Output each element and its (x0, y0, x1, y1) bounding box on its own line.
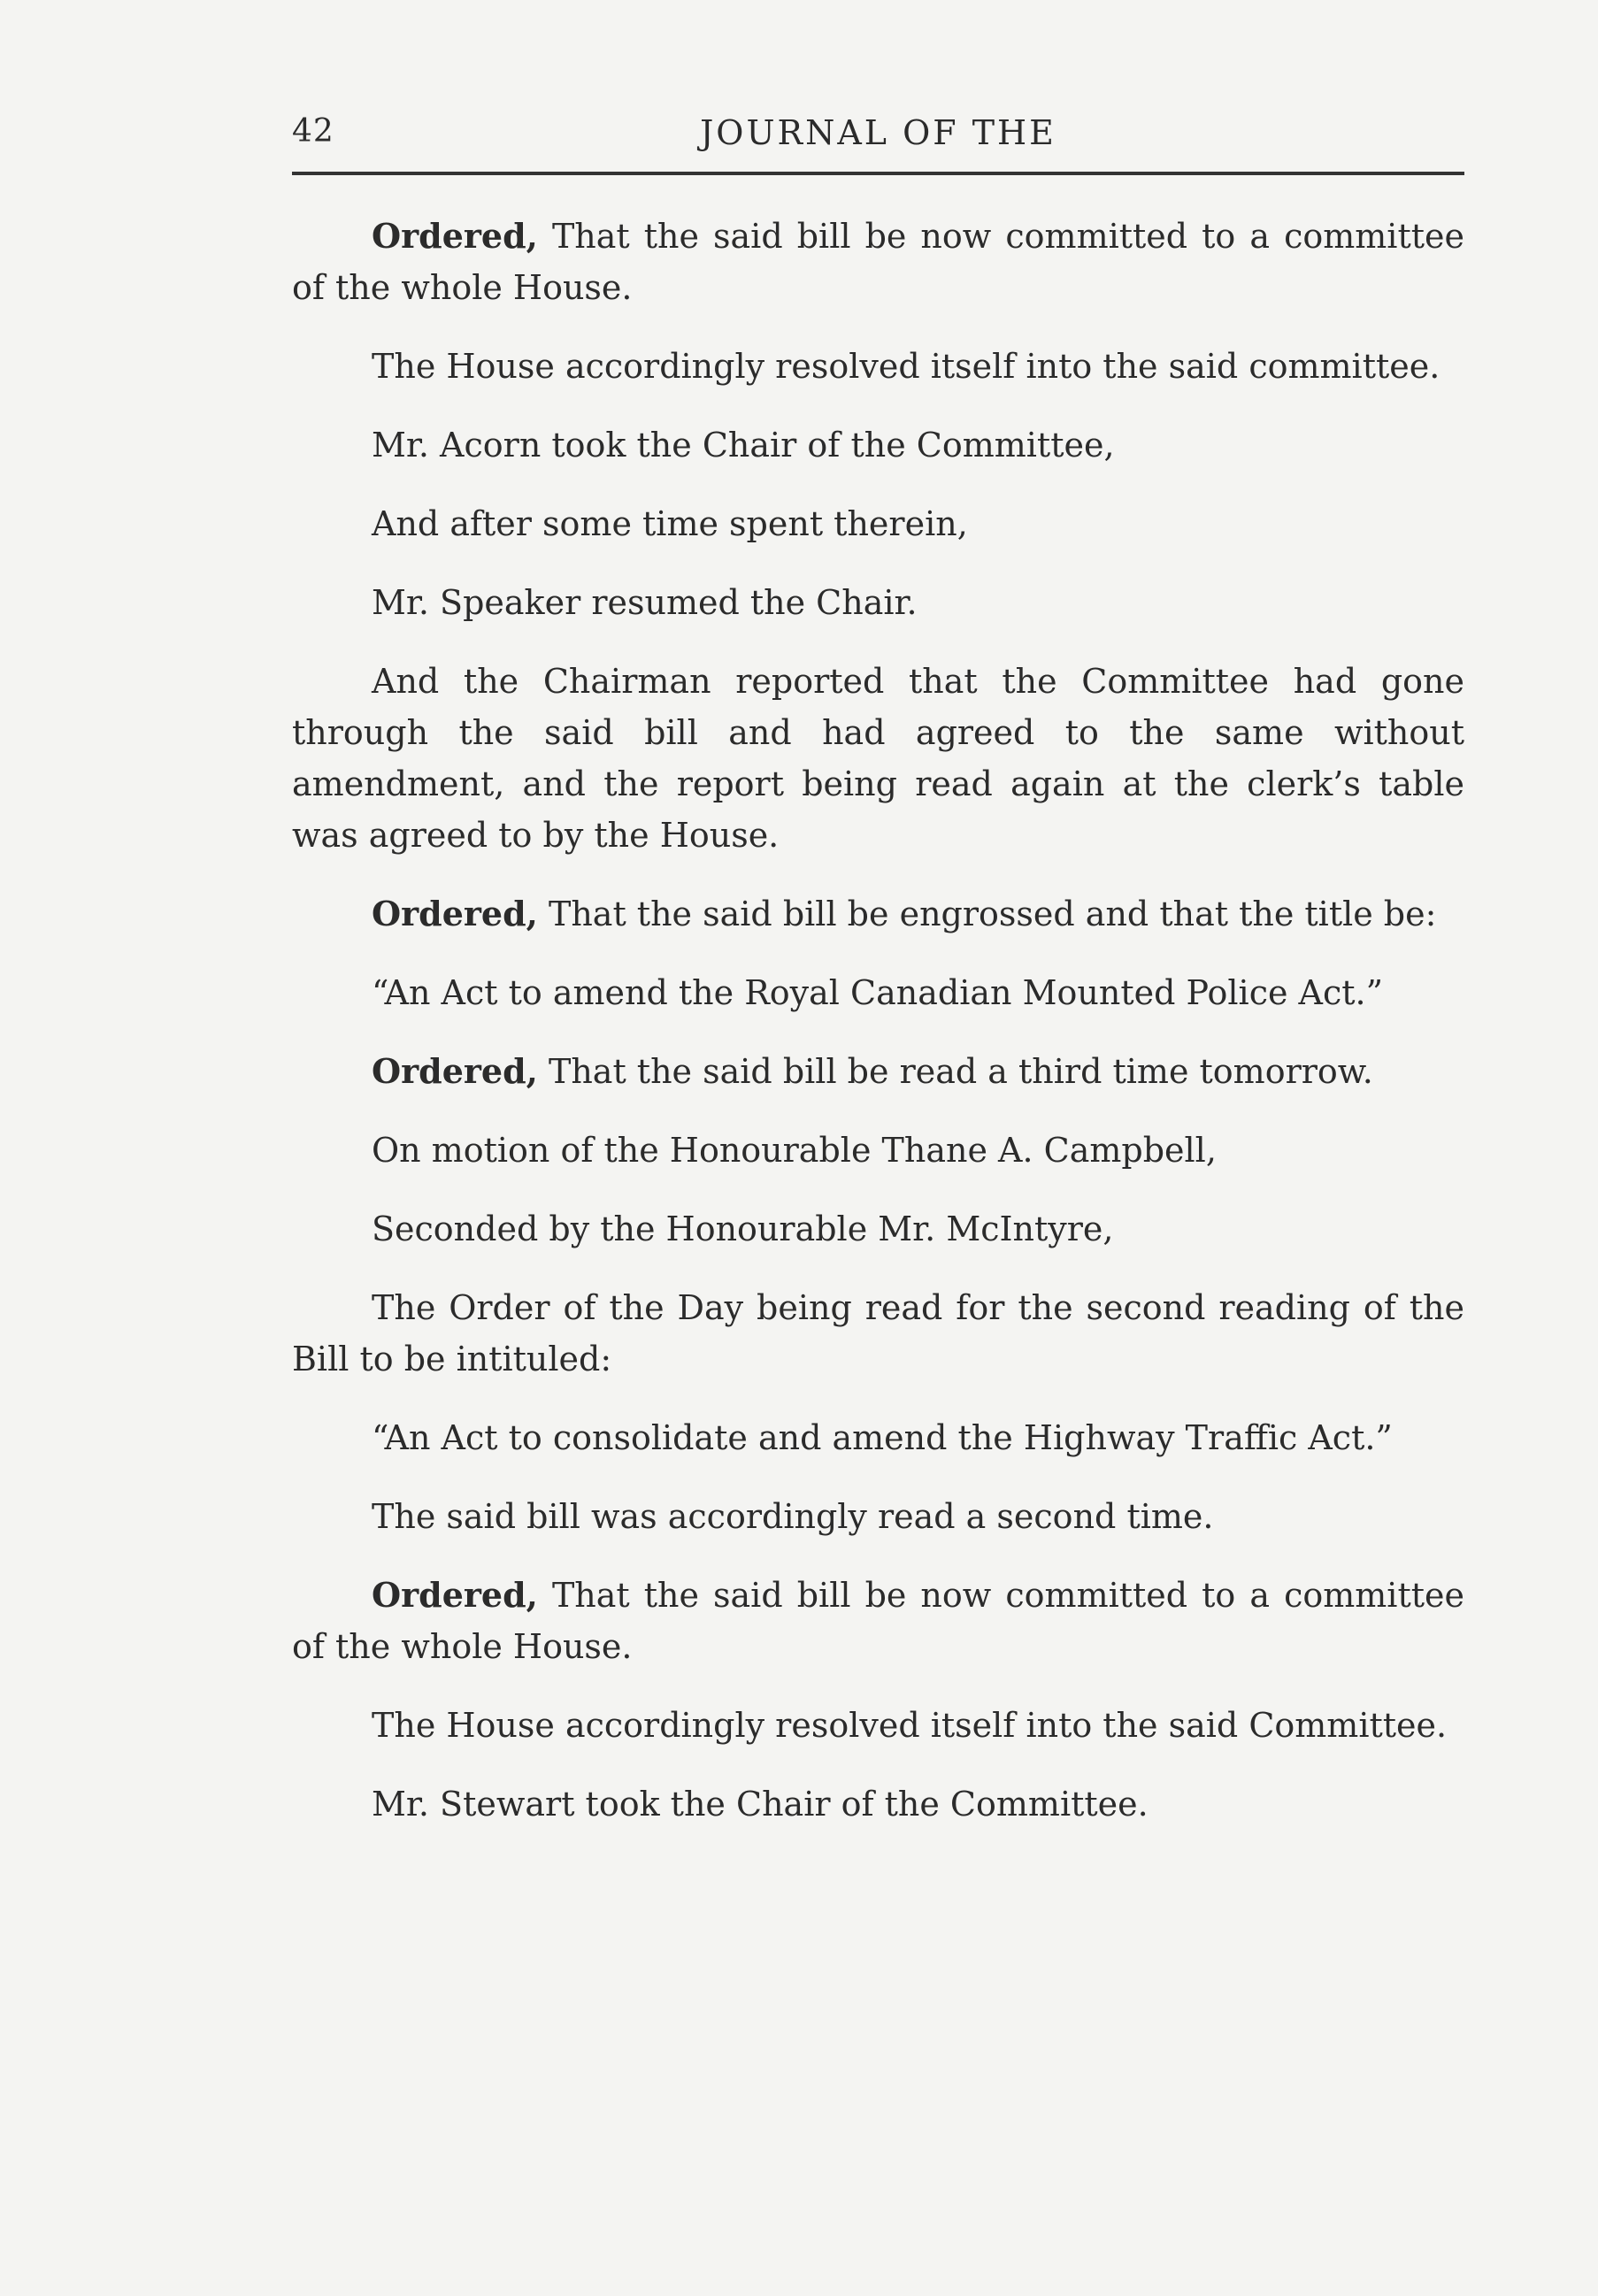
paragraph-ordered-committee-2 (292, 1570, 1464, 1672)
page-header (292, 113, 1464, 159)
paragraph-lead: Ordered, (372, 1051, 538, 1091)
paragraph-text: That the said bill be read a third time tomorrow. (548, 1052, 1373, 1091)
paragraph-second-reading (292, 1491, 1464, 1542)
paragraph-text: Seconded by the Honourable Mr. McIntyre, (372, 1209, 1114, 1248)
paragraph-text: Mr. Acorn took the Chair of the Committee, (372, 426, 1115, 465)
paragraph-text: “An Act to consolidate and amend the Highway Traffic Act.” (372, 1418, 1393, 1457)
paragraph-speaker-resumed (292, 577, 1464, 628)
header-rule (292, 172, 1464, 175)
paragraph-lead: Ordered, (372, 216, 538, 256)
paragraph-text: The said bill was accordingly read a second time. (372, 1497, 1214, 1536)
paragraph-text: The House accordingly resolved itself into the said committee. (372, 347, 1441, 386)
paragraph-rcmp-act-title (292, 967, 1464, 1018)
paragraph-lead: Ordered, (372, 1575, 538, 1615)
paragraph-text: That the said bill be now committed to a committee of the whole House. (292, 1576, 1464, 1666)
paragraph-text: That the said bill be now committed to a committee of the whole House. (292, 217, 1464, 307)
paragraph-ordered-engrossed (292, 888, 1464, 940)
page-number: 42 (292, 113, 334, 150)
paragraph-time-spent (292, 498, 1464, 549)
running-title: JOURNAL OF THE (700, 113, 1056, 152)
paragraph-text: And after some time spent therein, (372, 504, 968, 543)
paragraph-stewart-chair (292, 1778, 1464, 1830)
paragraph-text: The House accordingly resolved itself into the said Committee. (372, 1706, 1448, 1745)
paragraph-text: Mr. Stewart took the Chair of the Committee. (372, 1785, 1149, 1824)
paragraph-house-resolved (292, 341, 1464, 392)
paragraph-house-resolved-2 (292, 1700, 1464, 1751)
paragraph-text: The Order of the Day being read for the second reading of the Bill to be intituled: (292, 1288, 1464, 1378)
paragraph-chairman-reported (292, 656, 1464, 861)
paragraph-text: “An Act to amend the Royal Canadian Mounted Police Act.” (372, 973, 1384, 1012)
paragraph-order-of-day (292, 1282, 1464, 1385)
journal-body (292, 211, 1464, 1830)
paragraph-ordered-committee (292, 211, 1464, 313)
paragraph-lead: Ordered, (372, 894, 538, 933)
paragraph-seconded-mcintyre (292, 1203, 1464, 1255)
paragraph-highway-act-title (292, 1412, 1464, 1463)
paragraph-motion-campbell (292, 1125, 1464, 1176)
paragraph-text: Mr. Speaker resumed the Chair. (372, 583, 918, 622)
paragraph-text: And the Chairman reported that the Committee had gone through the said bill and had agreed to the same without amendment, and the report being read again at the clerk’s table was agreed to by the House. (292, 662, 1464, 855)
paragraph-acorn-chair (292, 419, 1464, 471)
paragraph-text: On motion of the Honourable Thane A. Campbell, (372, 1131, 1217, 1170)
paragraph-text: That the said bill be engrossed and that the title be: (548, 895, 1437, 933)
paragraph-ordered-third-reading (292, 1046, 1464, 1097)
